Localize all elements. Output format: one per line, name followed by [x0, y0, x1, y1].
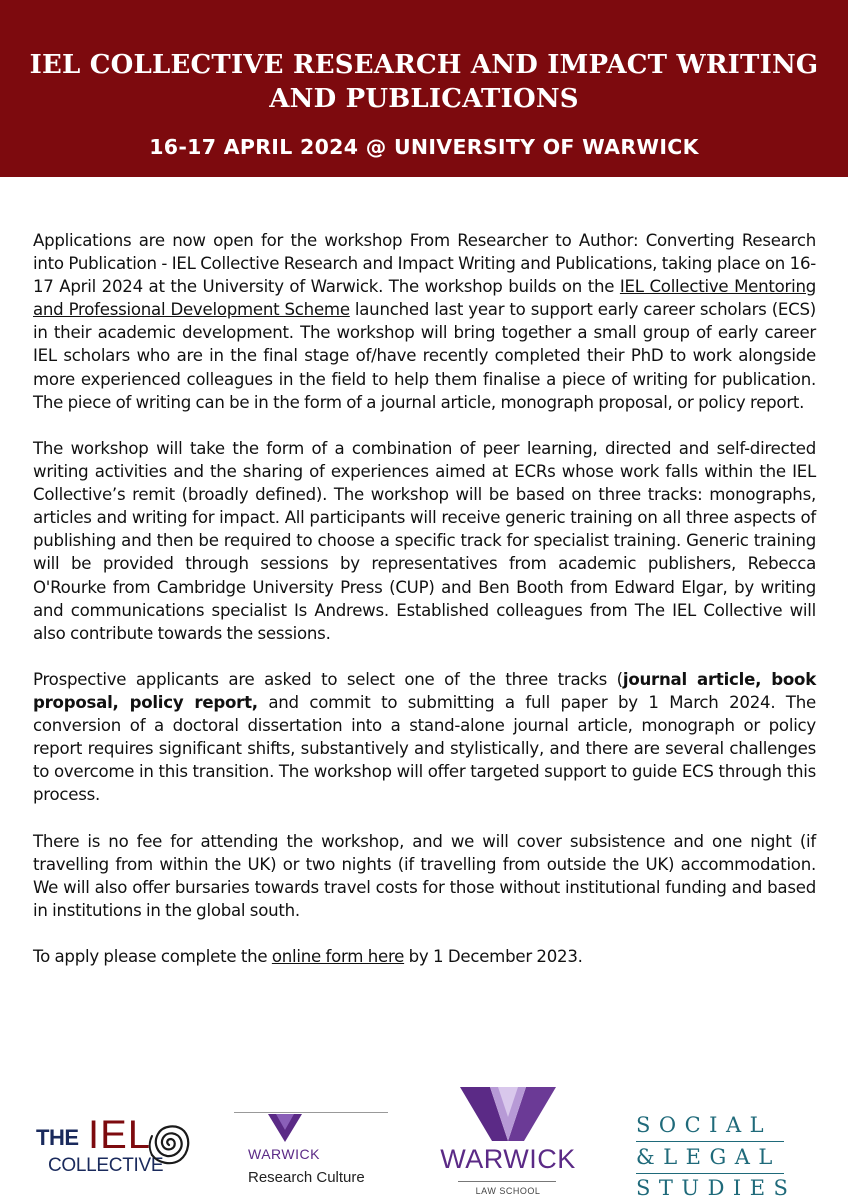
iel-collective-logo — [36, 1115, 196, 1185]
apply-text-start: To apply please complete the — [33, 947, 272, 967]
logo-divider — [458, 1181, 556, 1182]
sponsor-logos — [0, 1085, 848, 1200]
paragraph-funding: There is no fee for attending the workshop, and we will cover subsistence and one night (if travelling from within the UK) or two nights (if travelling from outside the UK) accommodation. We will also offer bursaries towards travel costs for those without institutional funding and based in institutions in the global south. — [33, 831, 816, 920]
law-school-label: LAW SCHOOL — [475, 1186, 541, 1196]
spiral-icon — [144, 1115, 194, 1171]
research-culture-label: Research Culture — [248, 1169, 365, 1186]
paragraph-format: The workshop will take the form of a combination of peer learning, directed and self-directed writing activities and the sharing of experiences aimed at ECRs whose work falls within the IEL Collective’s remit (broadly defined). The workshop will be based on three tracks: monographs, articles and writing for impact. All participants will receive generic training on all three aspects of publishing and then be required to choose a specific track for specialist training. Generic training will be provided through sessions by representatives from academic publishers, Rebecca O'Rourke from Cambridge University Press (CUP) and Ben Booth from Edward Elgar, by writing and communications specialist Is Andrews. Established colleagues from The IEL Collective will also contribute towards the sessions. — [33, 438, 816, 643]
warwick-name: WARWICK — [440, 1144, 576, 1174]
warwick-w-icon — [268, 1114, 302, 1144]
tracks-text-start: Prospective applicants are asked to select one of the three tracks ( — [33, 669, 623, 689]
sls-rule — [636, 1141, 784, 1142]
paragraph-tracks — [33, 668, 816, 807]
sls-rule — [636, 1173, 784, 1174]
intro-text-end: launched last year to support early career scholars (ECS) in their academic development. The workshop will bring together a small group of early career IEL scholars who are in the final stage of/have recently completed their PhD to work alongside more experienced colleagues in the field to help them finalise a piece of writing for publication. The piece of writing can be in the form of a journal article, monograph proposal, or policy report. — [33, 300, 817, 412]
tracks-text-end: and commit to submitting a full paper by 1 March 2024. The conversion of a doctoral dissertation into a stand-alone journal article, monograph or policy report requires significant shifts, substantively and stylistically, and there are several challenges to overcome in this transition. The workshop will offer targeted support to guide ECS through this process. — [33, 693, 816, 805]
apply-text-end: by 1 December 2023. — [404, 947, 583, 967]
tracks-list: journal article, book proposal, policy report, — [33, 669, 816, 713]
social-legal-studies-logo — [636, 1113, 797, 1200]
online-form-link[interactable]: online form here — [271, 947, 405, 967]
warwick-law-school-logo — [432, 1085, 584, 1200]
mentoring-scheme-link[interactable]: IEL Collective Mentoring and Professional Development Scheme — [33, 277, 817, 320]
sls-line-legal: &LEGAL — [636, 1145, 781, 1169]
event-date-location: 16-17 APRIL 2024 @ UNIVERSITY OF WARWICK — [149, 135, 699, 159]
iel-logo-collective: COLLECTIVE — [48, 1155, 164, 1176]
sls-line-studies: STUDIES — [636, 1176, 797, 1200]
body-text — [33, 229, 816, 992]
intro-text-start: Applications are now open for the workshop From Researcher to Author: Converting Research into Publication - IEL Collective Research and Impact Writing and Publications, taking place on 16-17 April 2024 at the University of Warwick. The workshop builds on the — [33, 231, 816, 297]
sls-line-social: SOCIAL — [636, 1113, 773, 1137]
logo-divider — [234, 1112, 388, 1113]
warwick-research-culture-logo — [234, 1112, 390, 1200]
page-title: IEL COLLECTIVE RESEARCH AND IMPACT WRITING AND PUBLICATIONS — [29, 50, 819, 114]
iel-logo-iel: IEL — [88, 1113, 152, 1157]
warwick-name: WARWICK — [248, 1146, 320, 1162]
paragraph-intro — [33, 229, 816, 414]
iel-logo-the: THE — [36, 1125, 79, 1150]
header-banner — [0, 0, 848, 177]
warwick-w-large-icon — [460, 1087, 556, 1143]
paragraph-apply — [33, 945, 816, 968]
